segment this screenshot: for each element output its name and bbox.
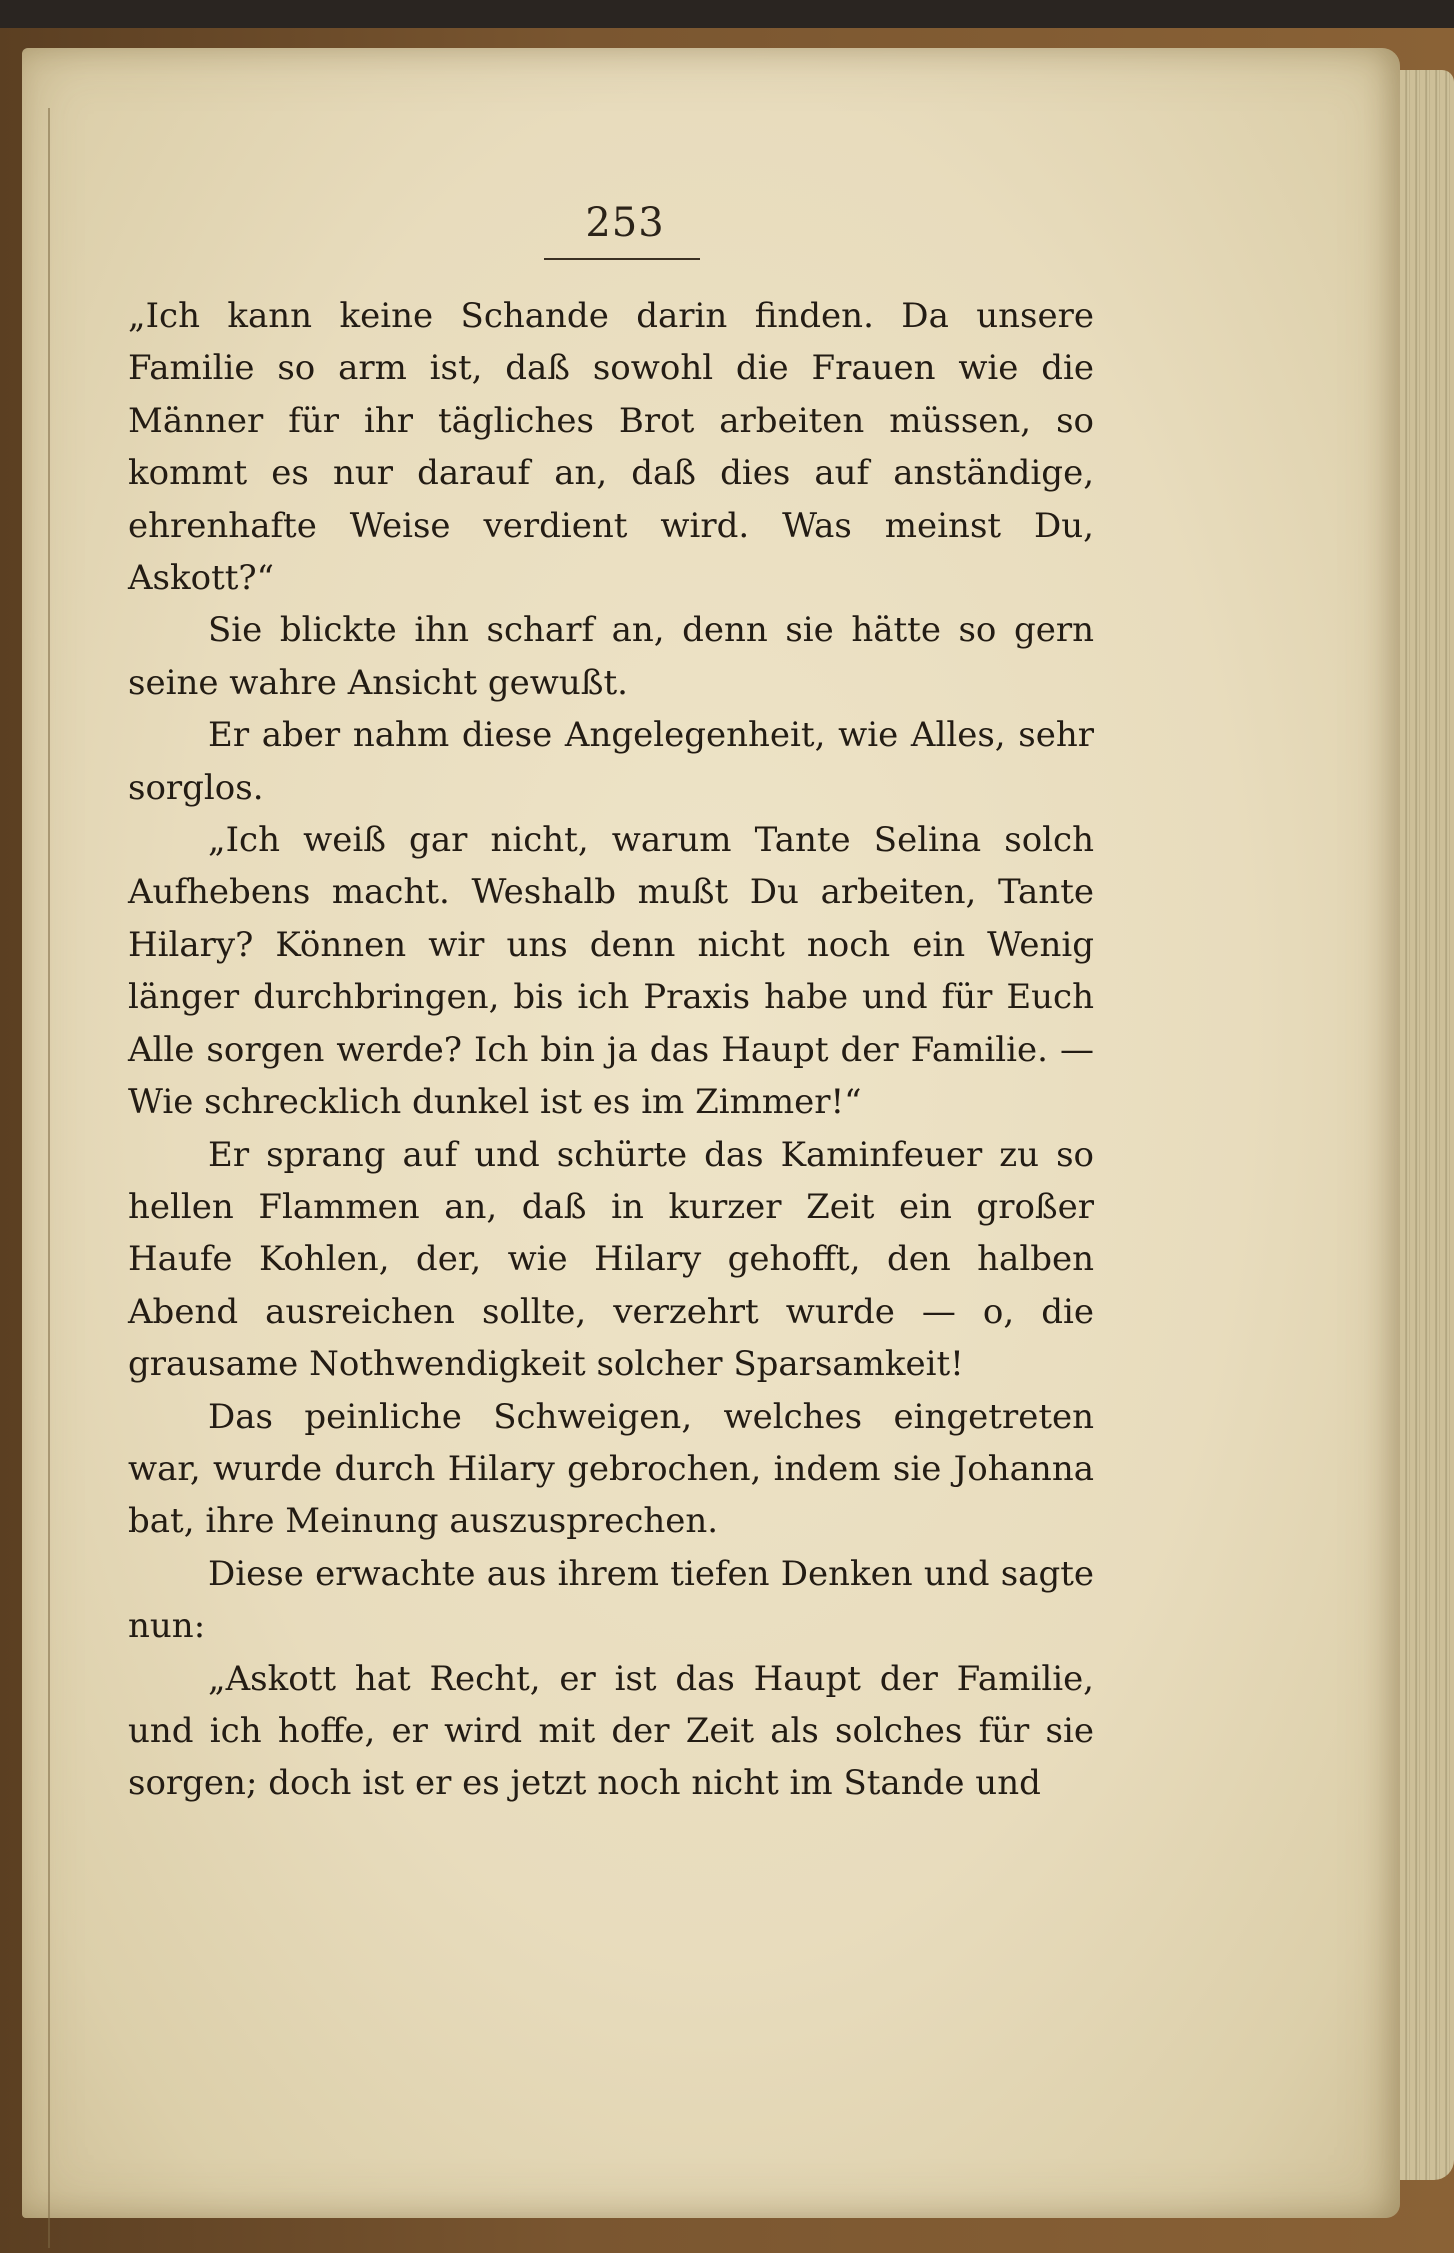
paragraph-1: „Ich kann keine Schande darin finden. Da unsere Familie so arm ist, daß sowohl die Frauen wie die Männer für ihr tägliches Brot arbeiten müssen, so kommt es nur darauf an, daß dies auf anständige, ehrenhafte Weise verdient wird. Was meinst Du, Askott?“ [128,296,1094,599]
paragraph-5: Er sprang auf und schürte das Kaminfeuer zu so hellen Flammen an, daß in kurzer Zeit ein großer Haufe Kohlen, der, wie Hilary gehofft, den halben Abend ausreichen sollte, verzehrt wurde — o, die grausame Nothwendigkeit solcher Sparsamkeit! [128,1134,1094,1385]
page-number-rule [544,258,700,260]
paragraph-2: Sie blickte ihn scharf an, denn sie hätte so gern seine wahre Ansicht gewußt. [128,610,1094,703]
gutter-line [48,108,50,2248]
paragraph-7: Diese erwachte aus ihrem tiefen Denken und sagte nun: [128,1553,1094,1647]
paragraph-4: „Ich weiß gar nicht, warum Tante Selina solch Aufhebens macht. Weshalb mußt Du arbeiten, Tante Hilary? Können wir uns denn nicht noch ein Wenig länger durchbringen, bis ich Praxis habe und für Euch Alle sorgen werde? Ich bin ja das Haupt der Familie. — Wie schrecklich dunkel ist es im Zimmer!“ [128,820,1094,1123]
page-number: 253 [585,200,665,246]
text-body [128,290,1094,1810]
paragraph-3: Er aber nahm diese Angelegenheit, wie Alles, sehr sorglos. [128,715,1094,808]
paragraph-6: Das peinliche Schweigen, welches eingetreten war, wurde durch Hilary gebrochen, indem sie Johanna bat, ihre Meinung auszusprechen. [128,1396,1094,1542]
paragraph-8: „Askott hat Recht, er ist das Haupt der Familie, und ich hoffe, er wird mit der Zeit als solches für sie sorgen; doch ist er es jetzt noch nicht im Stande und [128,1658,1094,1804]
